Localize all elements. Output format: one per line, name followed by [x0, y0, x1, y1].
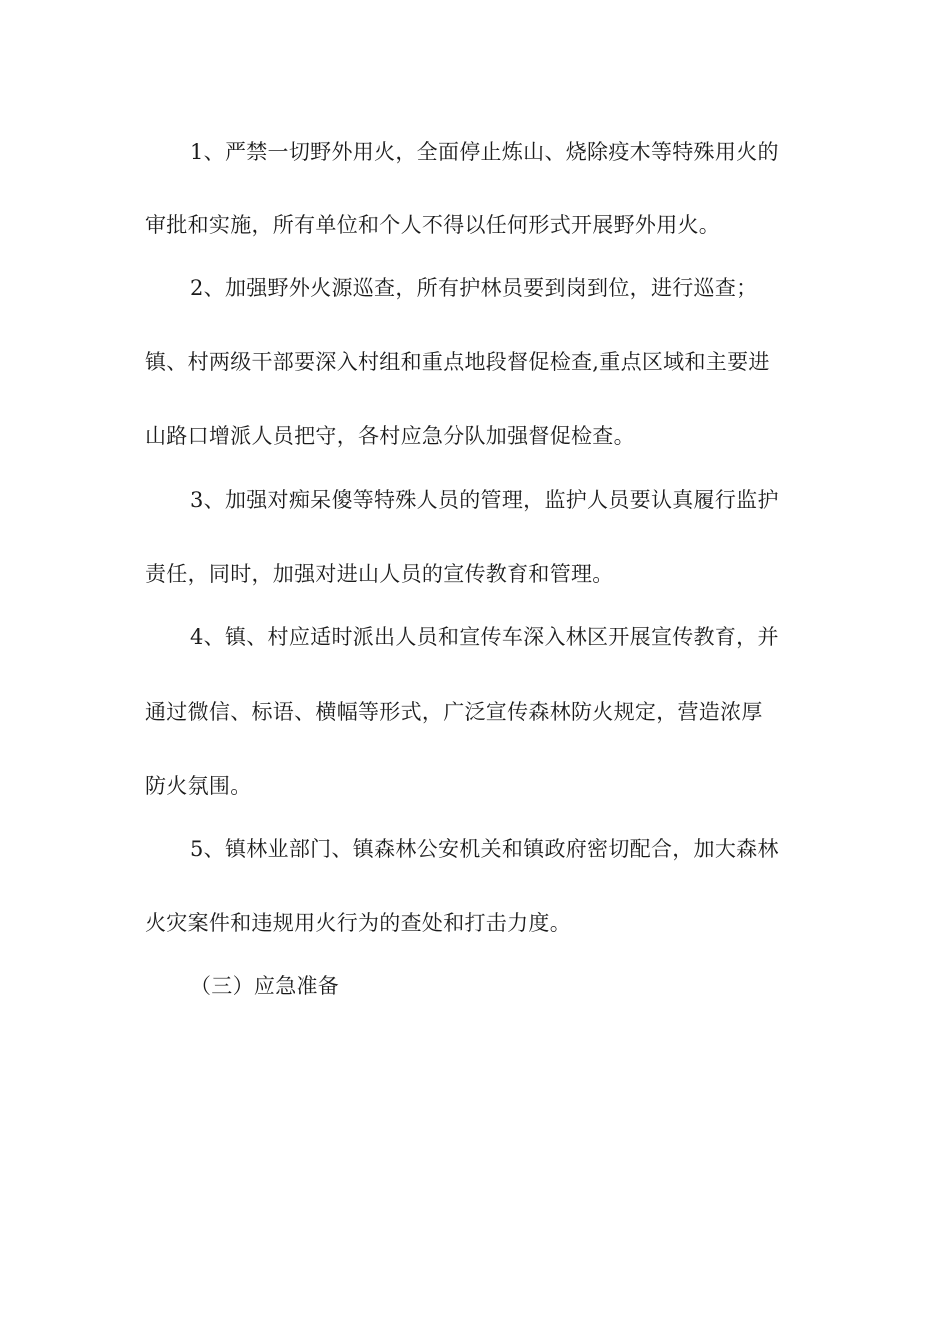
paragraph-2-line-1: 2、加强野外火源巡查，所有护林员要到岗到位，进行巡查；	[190, 276, 758, 300]
paragraph-5-line-2: 火灾案件和违规用火行为的查处和打击力度。	[145, 911, 571, 935]
paragraph-4-line-2: 通过微信、标语、横幅等形式，广泛宣传森林防火规定，营造浓厚	[145, 700, 763, 724]
paragraph-1-line-2: 审批和实施，所有单位和个人不得以任何形式开展野外用火。	[145, 213, 721, 237]
paragraph-2-line-3: 山路口增派人员把守，各村应急分队加强督促检查。	[145, 424, 635, 448]
paragraph-3-line-2: 责任，同时，加强对进山人员的宣传教育和管理。	[145, 562, 614, 586]
paragraph-3-line-1: 3、加强对痴呆傻等特殊人员的管理，监护人员要认真履行监护	[190, 488, 779, 512]
paragraph-4-line-1: 4、镇、村应适时派出人员和宣传车深入林区开展宣传教育，并	[190, 625, 779, 649]
paragraph-5-line-1: 5、镇林业部门、镇森林公安机关和镇政府密切配合，加大森林	[190, 837, 779, 861]
paragraph-1-line-1: 1、严禁一切野外用火，全面停止炼山、烧除疫木等特殊用火的	[190, 140, 779, 164]
paragraph-4-line-3: 防火氛围。	[145, 774, 252, 798]
section-heading: （三）应急准备	[190, 974, 340, 998]
paragraph-2-line-2: 镇、村两级干部要深入村组和重点地段督促检查,重点区域和主要进	[145, 350, 770, 374]
